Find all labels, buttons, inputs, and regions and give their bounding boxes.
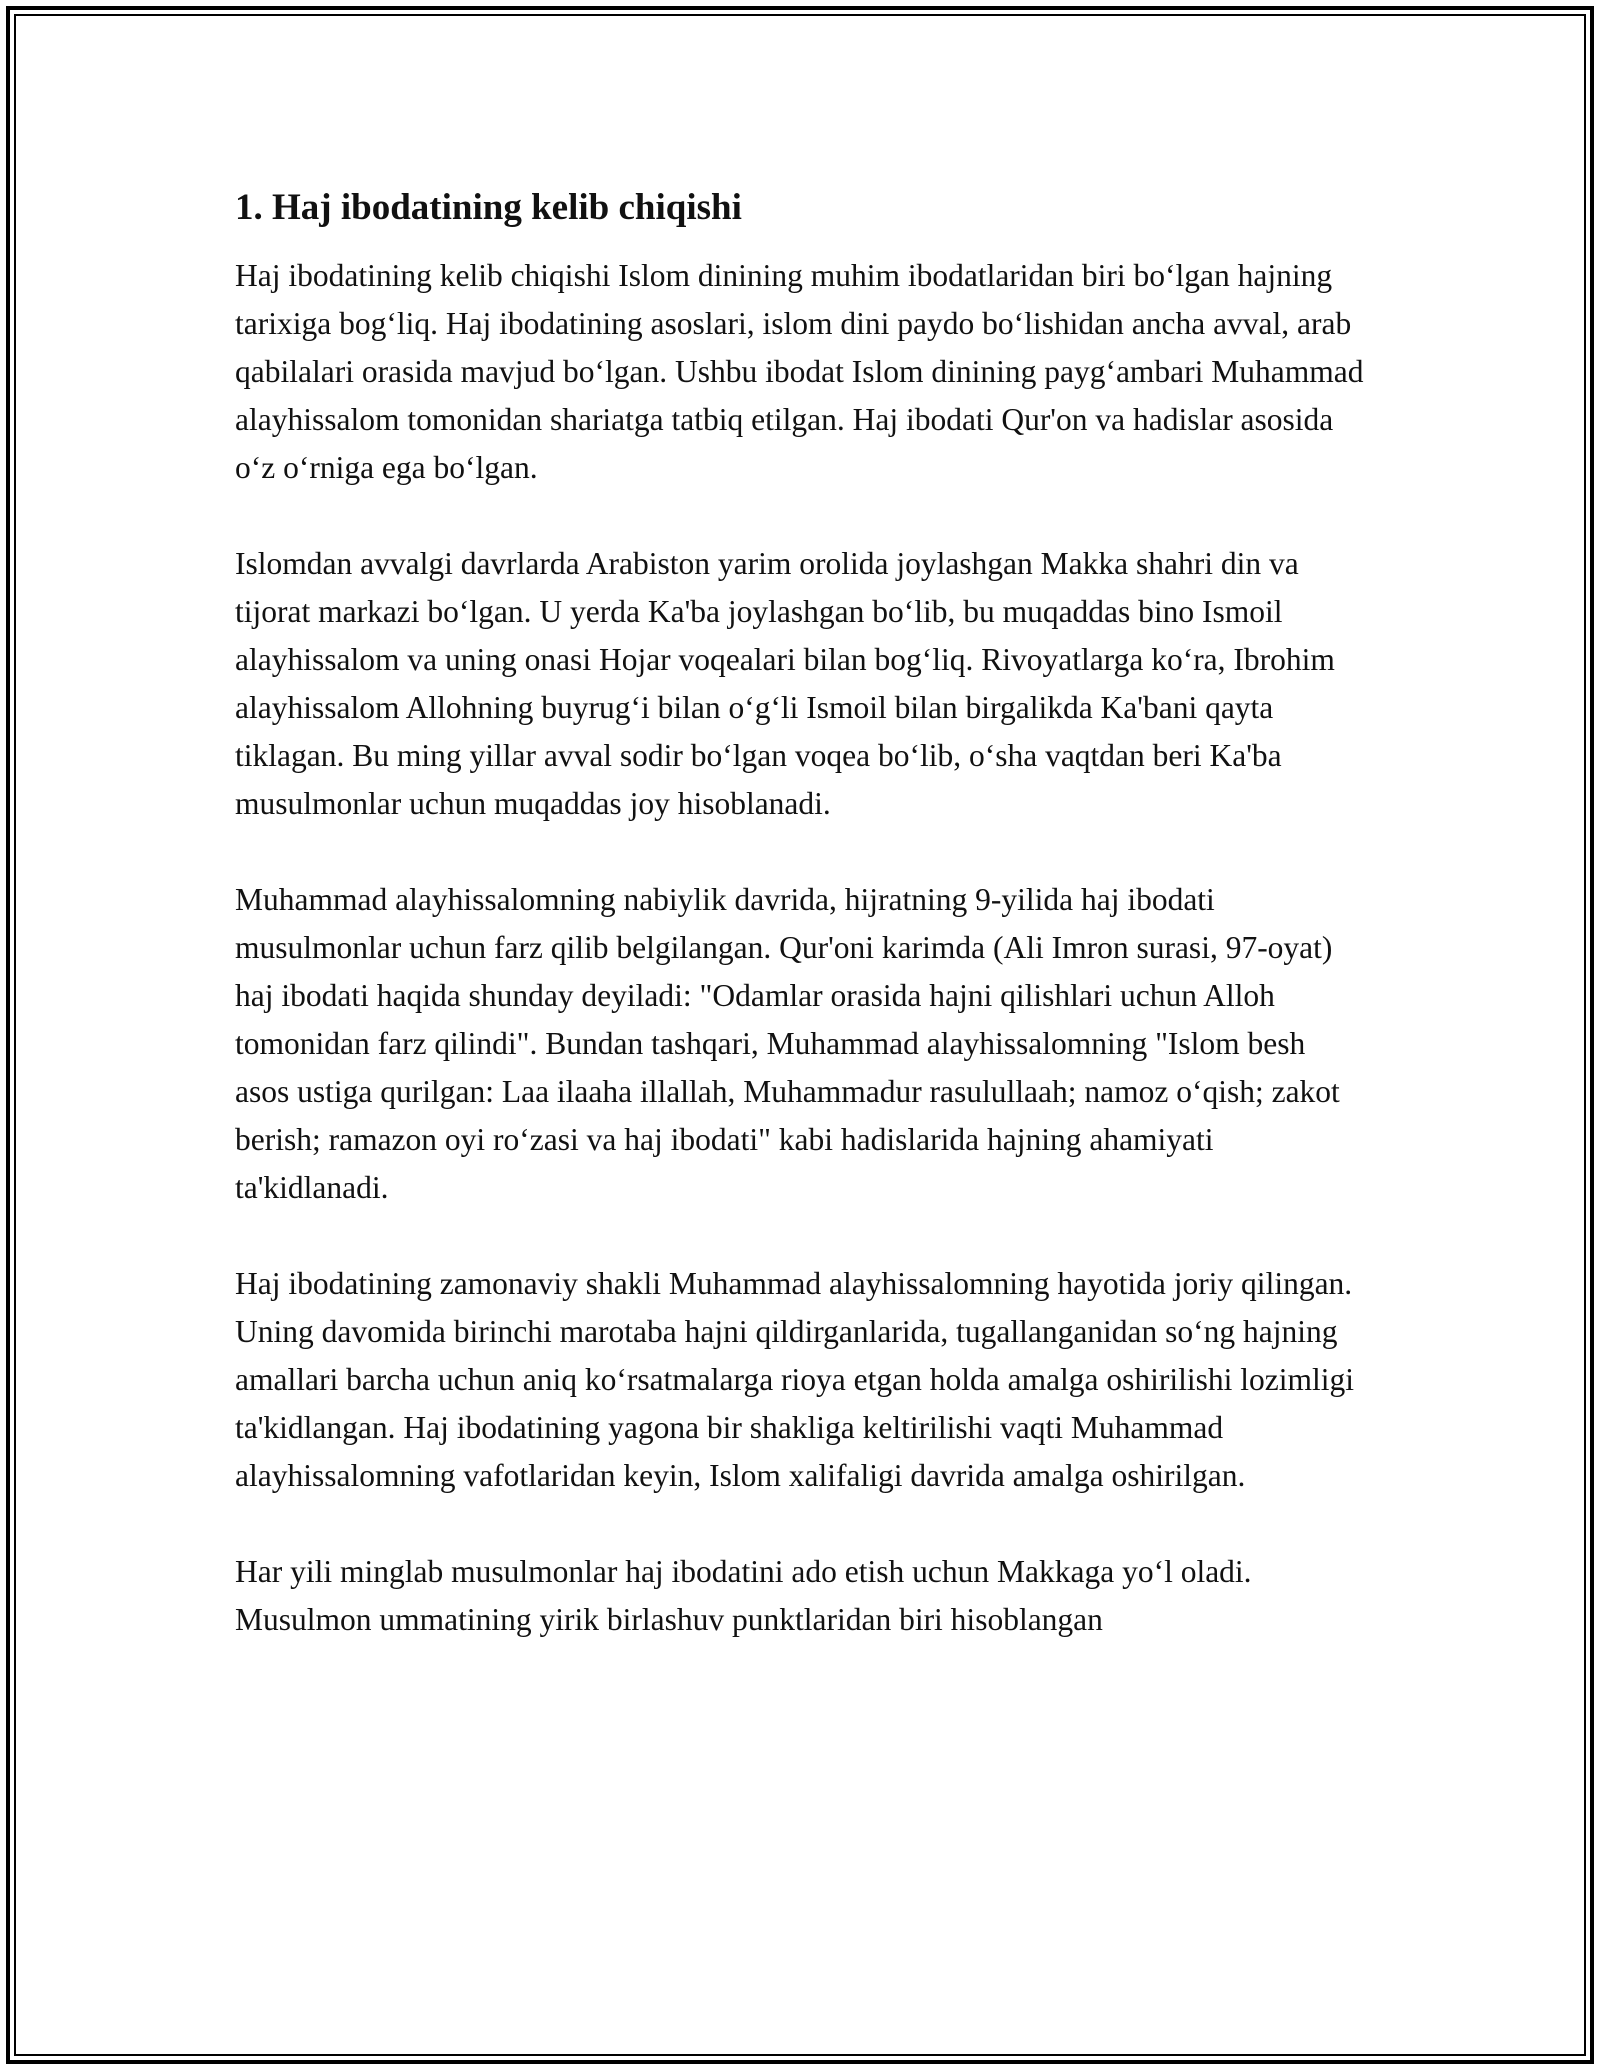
- paragraph-modern-form: Haj ibodatining zamonaviy shakli Muhammad alayhissalomning hayotida joriy qilingan. Uning davomida birinchi marotaba hajni qildirganlarida, tugallanganidan so‘ng hajning amallari barcha uchun aniq ko‘rsatmalarga rioya etgan holda amalga oshirilishi lozimligi ta'kidlangan. Haj ibodatining yagona bir shakliga keltirilishi vaqti Muhammad alayhissalomning vafotlaridan keyin, Islom xalifaligi davrida amalga oshirilgan.: [235, 1266, 1355, 1494]
- paragraph-origin: Haj ibodatining kelib chiqishi Islom dinining muhim ibodatlaridan biri bo‘lgan hajning tarixiga bog‘liq. Haj ibodatining asoslari, islom dini paydo bo‘lishidan ancha avval, arab qabilalari orasida mavjud bo‘lgan. Ushbu ibodat Islom dinining payg‘ambari Muhammad alayhissalom tomonidan shariatga tatbiq etilgan. Haj ibodati Qur'on va hadislar asosida o‘z o‘rniga ega bo‘lgan.: [235, 258, 1364, 486]
- section-heading: 1. Haj ibodatining kelib chiqishi: [235, 187, 742, 228]
- paragraph-annual-pilgrimage: Har yili minglab musulmonlar haj ibodatini ado etish uchun Makkaga yo‘l oladi. Musulmon ummatining yirik birlashuv punktlaridan biri hisoblangan: [235, 1554, 1252, 1638]
- paragraph-pre-islamic-makka: Islomdan avvalgi davrlarda Arabiston yarim orolida joylashgan Makka shahri din va tijorat markazi bo‘lgan. U yerda Ka'ba joylashgan bo‘lib, bu muqaddas bino Ismoil alayhissalom va uning onasi Hojar voqealari bilan bog‘liq. Rivoyatlarga ko‘ra, Ibrohim alayhissalom Allohning buyrug‘i bilan o‘g‘li Ismoil bilan birgalikda Ka'bani qayta tiklagan. Bu ming yillar avval sodir bo‘lgan voqea bo‘lib, o‘sha vaqtdan beri Ka'ba musulmonlar uchun muqaddas joy hisoblanadi.: [235, 546, 1335, 822]
- paragraph-obligation: Muhammad alayhissalomning nabiylik davrida, hijratning 9-yilida haj ibodati musulmonlar uchun farz qilib belgilangan. Qur'oni karimda (Ali Imron surasi, 97-oyat) haj ibodati haqida shunday deyiladi: "Odamlar orasida hajni qilishlari uchun Alloh tomonidan farz qilindi". Bundan tashqari, Muhammad alayhissalomning "Islom besh asos ustiga qurilgan: Laa ilaaha illallah, Muhammadur rasulullaah; namoz o‘qish; zakot berish; ramazon oyi ro‘zasi va haj ibodati" kabi hadislarida hajning ahamiyati ta'kidlanadi.: [235, 882, 1340, 1206]
- document-body: [235, 186, 1365, 1692]
